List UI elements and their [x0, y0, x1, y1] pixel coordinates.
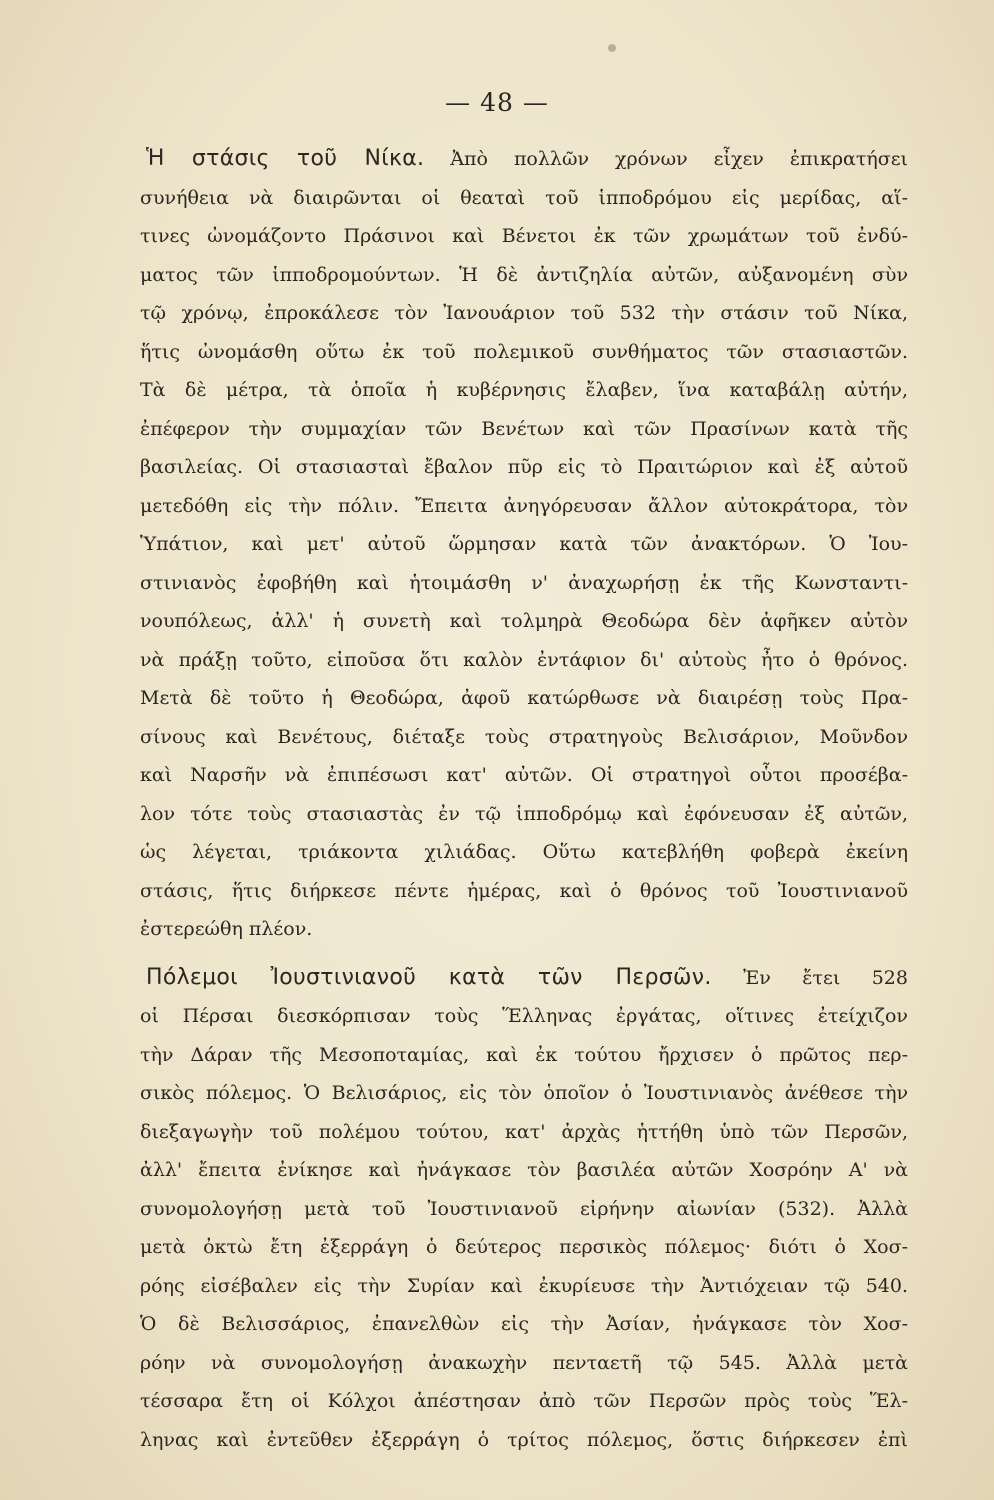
paragraph-line: τέσσαρα ἔτη οἱ Κόλχοι ἀπέστησαν ἀπὸ τῶν Περσῶν πρὸς τοὺς Ἕλ-	[140, 1390, 908, 1412]
paragraph-line: μετὰ ὀκτὼ ἔτη ἐξερράγη ὁ δεύτερος περσικὸς πόλεμος· διότι ὁ Χοσ-	[140, 1236, 908, 1258]
paragraph-line: ρόην νὰ συνομολογήσῃ ἀνακωχὴν πενταετῆ τῷ 545. Ἀλλὰ μετὰ	[140, 1351, 908, 1374]
paragraph-line: ληνας καὶ ἐντεῦθεν ἐξερράγη ὁ τρίτος πόλεμος, ὅστις διήρκεσεν ἐπὶ	[140, 1428, 908, 1451]
paragraph-line	[140, 140, 908, 179]
paragraph-line: ἀλλ' ἔπειτα ἐνίκησε καὶ ἠνάγκασε τὸν βασιλέα αὐτῶν Χοσρόην Α' νὰ	[140, 1159, 908, 1181]
paragraph-line: Τὰ δὲ μέτρα, τὰ ὁποῖα ἡ κυβέρνησις ἔλαβεν, ἵνα καταβάλῃ αὐτήν,	[140, 379, 908, 401]
paragraph-line: τινες ὠνομάζοντο Πράσινοι καὶ Βένετοι ἐκ τῶν χρωμάτων τοῦ ἐνδύ-	[140, 225, 908, 247]
paragraph-line: τῷ χρόνῳ, ἐπροκάλεσε τὸν Ἰανουάριον τοῦ 532 τὴν στάσιν τοῦ Νίκα,	[140, 302, 908, 324]
paragraph-line	[140, 959, 908, 998]
paragraph-line: οἱ Πέρσαι διεσκόρπισαν τοὺς Ἕλληνας ἐργάτας, οἵτινες ἐτείχιζον	[140, 1005, 908, 1027]
section-heading: Ἡ στάσις τοῦ Νίκα.	[146, 146, 425, 171]
paragraph-line: νουπόλεως, ἀλλ' ἡ συνετὴ καὶ τολμηρὰ Θεοδώρα δὲν ἀφῆκεν αὐτὸν	[140, 610, 908, 632]
paragraph-line: ὡς λέγεται, τριάκοντα χιλιάδας. Οὕτω κατεβλήθη φοβερὰ ἐκείνη	[140, 841, 908, 863]
paragraph-line: διεξαγωγὴν τοῦ πολέμου τούτου, κατ' ἀρχὰς ἡττήθη ὑπὸ τῶν Περσῶν,	[140, 1120, 908, 1143]
paragraph-line: Μετὰ δὲ τοῦτο ἡ Θεοδώρα, ἀφοῦ κατώρθωσε νὰ διαιρέσῃ τοὺς Πρα-	[140, 687, 908, 709]
paragraph-line: Ὁ δὲ Βελισσάριος, ἐπανελθὼν εἰς τὴν Ἀσίαν, ἠνάγκασε τὸν Χοσ-	[140, 1313, 908, 1335]
paragraph-line: συνήθεια νὰ διαιρῶνται οἱ θεαταὶ τοῦ ἱπποδρόμου εἰς μερίδας, αἵ-	[140, 186, 908, 209]
page-number: — 48 —	[445, 88, 549, 117]
line-text: Ἀπὸ πολλῶν χρόνων εἶχεν ἐπικρατήσει	[450, 148, 908, 170]
paragraph-line: καὶ Ναρσῆν νὰ ἐπιπέσωσι κατ' αὐτῶν. Οἱ στρατηγοὶ οὗτοι προσέβα-	[140, 764, 908, 786]
paragraph-line: ρόης εἰσέβαλεν εἰς τὴν Συρίαν καὶ ἐκυρίευσε τὴν Ἀντιόχειαν τῷ 540.	[140, 1274, 908, 1297]
body-text	[140, 140, 908, 1459]
paragraph-line: ματος τῶν ἱπποδρομούντων. Ἡ δὲ ἀντιζηλία αὐτῶν, αὐξανομένη σὺν	[140, 263, 908, 286]
paragraph-line: μετεδόθη εἰς τὴν πόλιν. Ἔπειτα ἀνηγόρευσαν ἄλλον αὐτοκράτορα, τὸν	[140, 494, 908, 517]
paragraph-line: βασιλείας. Οἱ στασιασταὶ ἔβαλον πῦρ εἰς τὸ Πραιτώριον καὶ ἐξ αὐτοῦ	[140, 456, 908, 478]
section-heading: Πόλεμοι Ἰουστινιανοῦ κατὰ τῶν Περσῶν.	[146, 964, 712, 990]
paragraph-line: Ὑπάτιον, καὶ μετ' αὐτοῦ ὥρμησαν κατὰ τῶν ἀνακτόρων. Ὁ Ἰου-	[140, 533, 908, 555]
ink-spot	[608, 44, 616, 52]
paragraph-line: συνομολογήσῃ μετὰ τοῦ Ἰουστινιανοῦ εἰρήνην αἰωνίαν (532). Ἀλλὰ	[140, 1197, 908, 1220]
paragraph-line: ἐπέφερον τὴν συμμαχίαν τῶν Βενέτων καὶ τῶν Πρασίνων κατὰ τῆς	[140, 417, 908, 440]
paragraph-line: ἐστερεώθη πλέον.	[140, 918, 313, 940]
line-text: Ἐν ἔτει 528	[743, 966, 908, 989]
paragraph-line: σίνους καὶ Βενέτους, διέταξε τοὺς στρατηγοὺς Βελισάριον, Μοῦνδον	[140, 725, 908, 748]
paragraph-line: σικὸς πόλεμος. Ὁ Βελισάριος, εἰς τὸν ὁποῖον ὁ Ἰουστινιανὸς ἀνέθεσε τὴν	[140, 1082, 908, 1104]
paragraph-line: στινιανὸς ἐφοβήθη καὶ ἡτοιμάσθη ν' ἀναχωρήσῃ ἐκ τῆς Κωνσταντι-	[140, 571, 908, 594]
paragraph-line: λον τότε τοὺς στασιαστὰς ἐν τῷ ἱπποδρόμῳ καὶ ἐφόνευσαν ἐξ αὐτῶν,	[140, 802, 908, 825]
paragraph-line: νὰ πράξῃ τοῦτο, εἰποῦσα ὅτι καλὸν ἐντάφιον δι' αὐτοὺς ἦτο ὁ θρόνος.	[140, 648, 908, 671]
paragraph-line: στάσις, ἥτις διήρκεσε πέντε ἡμέρας, καὶ ὁ θρόνος τοῦ Ἰουστινιανοῦ	[140, 879, 908, 902]
paragraph-line: ἥτις ὠνομάσθη οὕτω ἐκ τοῦ πολεμικοῦ συνθήματος τῶν στασιαστῶν.	[140, 340, 908, 363]
paragraph-line: τὴν Δάραν τῆς Μεσοποταμίας, καὶ ἐκ τούτου ἤρχισεν ὁ πρῶτος περ-	[140, 1043, 908, 1066]
